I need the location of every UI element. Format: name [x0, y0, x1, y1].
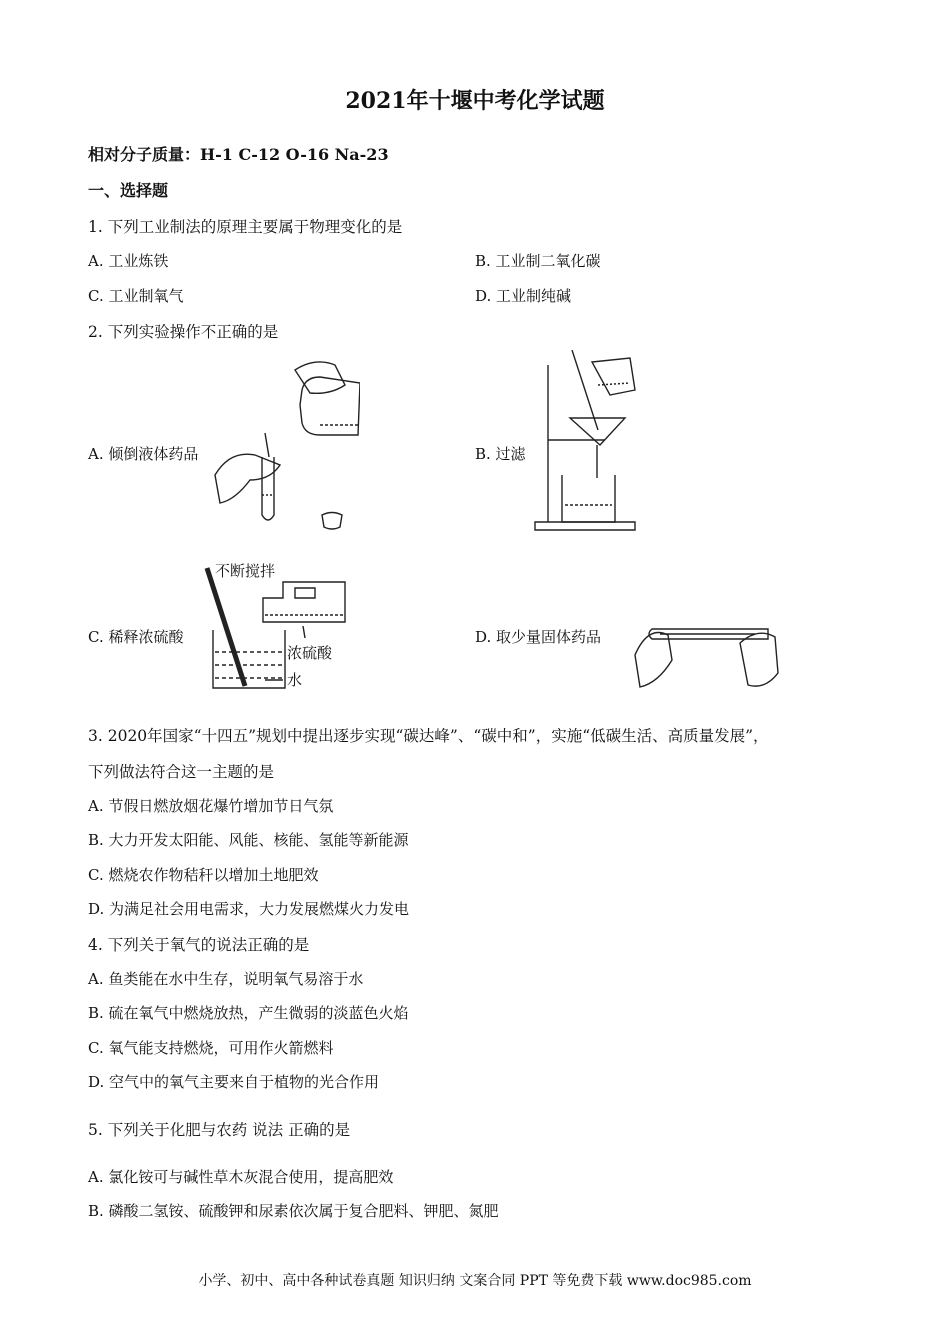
water-label: 水: [287, 671, 303, 689]
section-heading: 一、选择题: [88, 181, 169, 200]
solid-reagent-figure: [630, 615, 780, 693]
q4-option-b: B. 硫在氧气中燃烧放热，产生微弱的淡蓝色火焰: [88, 1004, 409, 1022]
q2-option-a: A. 倾倒液体药品: [88, 445, 199, 463]
question-3-stem-line2: 下列做法符合这一主题的是: [88, 763, 275, 781]
q3-option-a: A. 节假日燃放烟花爆竹增加节日气氛: [88, 797, 334, 815]
q3-option-b: B. 大力开发太阳能、风能、核能、氢能等新能源: [88, 831, 409, 849]
question-3-stem-line1: 3. 2020年国家“十四五”规划中提出逐步实现“碳达峰”、“碳中和”，实施“低碳生活、高质量发展”，: [88, 727, 769, 745]
relative-mass-line: 相对分子质量：H-1 C-12 O-16 Na-23: [88, 145, 389, 164]
pouring-liquid-figure: [210, 355, 360, 535]
q1-option-c: C. 工业制氧气: [88, 287, 184, 305]
q1-option-d: D. 工业制纯碱: [475, 287, 572, 305]
q2-option-b: B. 过滤: [475, 445, 526, 463]
q5-option-a: A. 氯化铵可与碱性草木灰混合使用，提高肥效: [88, 1168, 394, 1186]
stir-label: 不断搅拌: [215, 562, 276, 580]
q2-option-c: C. 稀释浓硫酸: [88, 628, 184, 646]
q1-option-b: B. 工业制二氧化碳: [475, 252, 601, 270]
q4-option-c: C. 氧气能支持燃烧，可用作火箭燃料: [88, 1039, 334, 1057]
q4-option-a: A. 鱼类能在水中生存，说明氧气易溶于水: [88, 970, 364, 988]
filtration-figure: [530, 350, 645, 535]
q5-option-b: B. 磷酸二氢铵、硫酸钾和尿素依次属于复合肥料、钾肥、氮肥: [88, 1202, 499, 1220]
q2-option-d: D. 取少量固体药品: [475, 628, 602, 646]
page-title: 2021年十堰中考化学试题: [345, 88, 605, 114]
q1-option-a: A. 工业炼铁: [88, 252, 169, 270]
acid-label: 浓硫酸: [287, 644, 333, 662]
question-2-stem: 2. 下列实验操作不正确的是: [88, 323, 279, 341]
q4-option-d: D. 空气中的氧气主要来自于植物的光合作用: [88, 1073, 380, 1091]
question-1-stem: 1. 下列工业制法的原理主要属于物理变化的是: [88, 218, 403, 236]
question-4-stem: 4. 下列关于氧气的说法正确的是: [88, 936, 310, 954]
q3-option-c: C. 燃烧农作物秸秆以增加土地肥效: [88, 866, 319, 884]
q3-option-d: D. 为满足社会用电需求，大力发展燃煤火力发电: [88, 900, 410, 918]
question-5-stem: 5. 下列关于化肥与农药 说法 正确的是: [88, 1121, 351, 1139]
page-footer: 小学、初中、高中各种试卷真题 知识归纳 文案合同 PPT 等免费下载 www.doc985.com: [198, 1273, 752, 1289]
diluting-acid-figure: [195, 560, 360, 695]
